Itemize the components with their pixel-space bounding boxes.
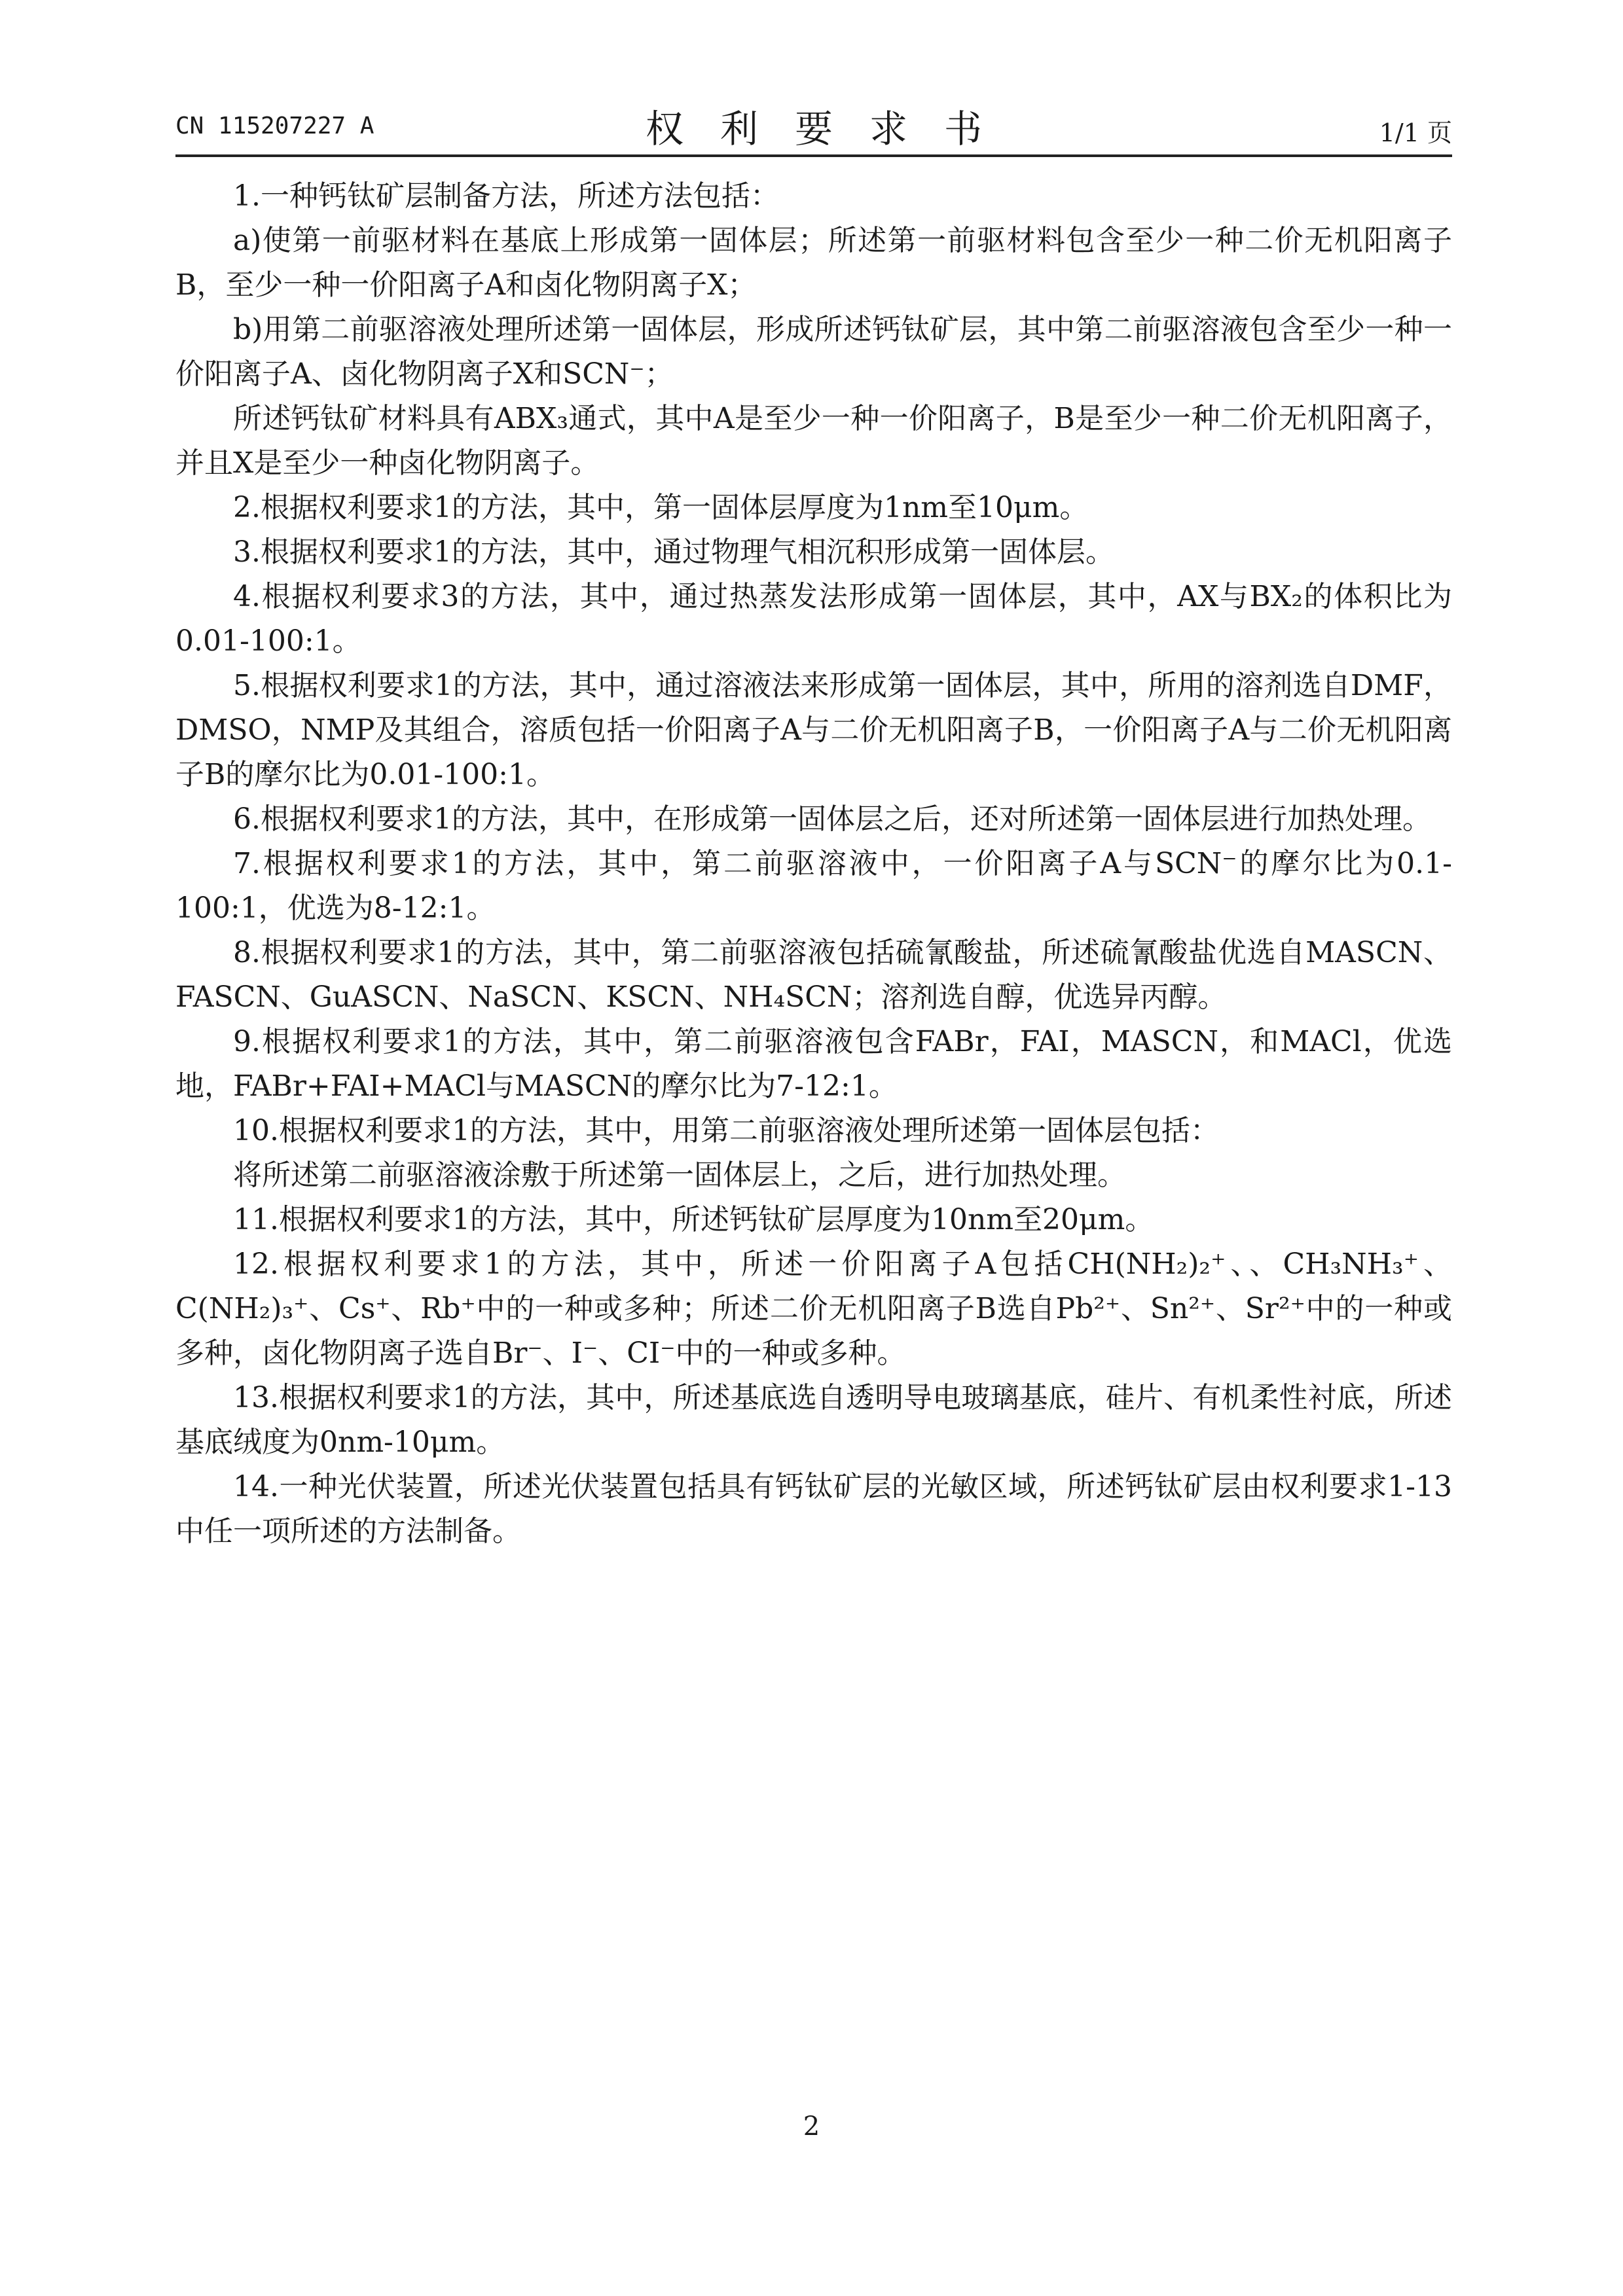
claim-paragraph: 11.根据权利要求1的方法，其中，所述钙钛矿层厚度为10nm至20μm。: [233, 1203, 1154, 1236]
claim-paragraph: 13.根据权利要求1的方法，其中，所述基底选自透明导电玻璃基底，硅片、有机柔性衬底，所述基底绒度为0nm-10μm。: [175, 1381, 1452, 1459]
page-indicator: 1/1 页: [1379, 118, 1452, 147]
claim-paragraph: 8.根据权利要求1的方法，其中，第二前驱溶液包括硫氰酸盐，所述硫氰酸盐优选自MASCN、FASCN、GuASCN、NaSCN、KSCN、NH₄SCN；溶剂选自醇，优选异丙醇。: [175, 936, 1452, 1014]
claim-paragraph: b)用第二前驱溶液处理所述第一固体层，形成所述钙钛矿层，其中第二前驱溶液包含至少一种一价阳离子A、卤化物阴离子X和SCN⁻；: [175, 313, 1452, 391]
claim-paragraph: 7.根据权利要求1的方法，其中，第二前驱溶液中，一价阳离子A与SCN⁻的摩尔比为0.1-100:1，优选为8-12:1。: [175, 847, 1452, 925]
claim-paragraph: 4.根据权利要求3的方法，其中，通过热蒸发法形成第一固体层，其中，AX与BX₂的体积比为0.01-100:1。: [175, 580, 1452, 658]
page-number: 2: [803, 2111, 820, 2142]
claim-paragraph: 10.根据权利要求1的方法，其中，用第二前驱溶液处理所述第一固体层包括：: [233, 1114, 1219, 1147]
claim-paragraph: 所述钙钛矿材料具有ABX₃通式，其中A是至少一种一价阳离子，B是至少一种二价无机阳离子，并且X是至少一种卤化物阴离子。: [175, 402, 1452, 480]
publication-number: CN 115207227 A: [175, 113, 374, 139]
claim-paragraph: 3.根据权利要求1的方法，其中，通过物理气相沉积形成第一固体层。: [233, 535, 1114, 569]
claim-paragraph: 将所述第二前驱溶液涂敷于所述第一固体层上，之后，进行加热处理。: [233, 1158, 1126, 1192]
claim-paragraph: 1.一种钙钛矿层制备方法，所述方法包括：: [233, 179, 779, 213]
claim-paragraph: 14.一种光伏装置，所述光伏装置包括具有钙钛矿层的光敏区域，所述钙钛矿层由权利要求1-13中任一项所述的方法制备。: [175, 1470, 1452, 1548]
claim-paragraph: 6.根据权利要求1的方法，其中，在形成第一固体层之后，还对所述第一固体层进行加热处理。: [233, 802, 1431, 836]
claim-paragraph: 5.根据权利要求1的方法，其中，通过溶液法来形成第一固体层，其中，所用的溶剂选自DMF，DMSO，NMP及其组合，溶质包括一价阳离子A与二价无机阳离子B，一价阳离子A与二价无机阳离子B的摩尔比为0.01-100:1。: [175, 669, 1452, 791]
claim-paragraph: 12.根据权利要求1的方法，其中，所述一价阳离子A包括CH(NH₂)₂⁺、、CH₃NH₃⁺、C(NH₂)₃⁺、Cs⁺、Rb⁺中的一种或多种；所述二价无机阳离子B选自Pb²⁺、Sn²⁺、Sr²⁺中的一种或多种，卤化物阴离子选自Br⁻、I⁻、CI⁻中的一种或多种。: [175, 1247, 1452, 1370]
claims-body: [175, 174, 1452, 1554]
claim-paragraph: 2.根据权利要求1的方法，其中，第一固体层厚度为1nm至10μm。: [233, 491, 1089, 524]
claim-paragraph: 9.根据权利要求1的方法，其中，第二前驱溶液包含FABr，FAI，MASCN，和MACl，优选地，FABr+FAI+MACl与MASCN的摩尔比为7-12:1。: [175, 1025, 1452, 1103]
page-header: [175, 98, 1452, 151]
header-rule: [175, 154, 1452, 157]
claim-paragraph: a)使第一前驱材料在基底上形成第一固体层；所述第一前驱材料包含至少一种二价无机阳离子B，至少一种一价阳离子A和卤化物阴离子X；: [175, 224, 1452, 302]
document-title: 权利要求书: [645, 107, 1019, 151]
